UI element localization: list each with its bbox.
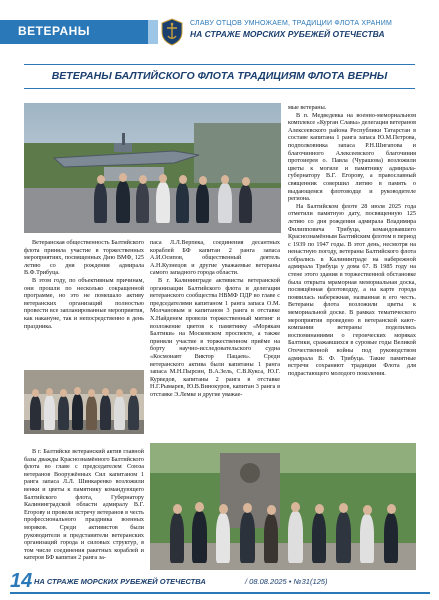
photo-veterans-group [24,370,144,434]
motto-main: НА СТРАЖЕ МОРСКИХ РУБЕЖЕЙ ОТЕЧЕСТВА [190,29,385,39]
paragraph: В г. Калининграде активисты ветеранской организации Балтийского флота и делегация ветеранского сообщества НВМФ ПДР во главе с председателями капитаном 1 ранга запаса О.М. Молчановым и капитаном 3 ранга в отставке Х.Найденем провели торжественный митинг и возложение цветов к памятнику «Морякам Балтики» на Московском проспекте, а также приняли участие в торжественном приёме на борту научно-исследовательского судна «Космонавт Виктор Пацаев». Среди ветеранского актива были капитаны 1 ранга запаса М.Н.Пырсин, В.А.Зель, С.В.Кукса, Ю.Г. Курведов, капитаны 2 ранга в отставке Н.Г.Рымарев, Ю.В.Винокуров, капитан 3 ранга в отставке Э.Лемке и другие уважае- [150,276,280,398]
footer-issue: / 08.08.2025 • №31(125) [245,577,328,586]
photo-memorial-veterans [150,443,416,570]
paragraph: мые ветераны. [288,104,327,111]
section-label [0,20,148,44]
paragraph: В г. Балтийске ветеранский актив главной базы дважды Краснознамённого Балтийского флота во главе с председателем Союза ветеранов Вооружённых Сил капитаном 1 ранга запаса Л.Л. Шинкаренко возложили венки и цветы к памятнику командующего Балтийского флота, Губернатору Калининградской области адмиралу В.Г. Егорову и провели встречу ветеранов в честь профессионального праздника военных моряков. Среди активистов были руководители и представители ветеранских организаций города и силовых структур, в том числе соединения ракетных кораблей и катеров БФ капитан 2 ранга за- [24,448,144,562]
footer-title: НА СТРАЖЕ МОРСКИХ РУБЕЖЕЙ ОТЕЧЕСТВА [34,577,206,586]
section-title: ВЕТЕРАНЫ [18,24,91,38]
footer-rule [10,592,430,594]
paragraph: В этом году, по объективным причинам, они прошли по несколько сокращенной программе, но это не помешало активу ветеранских организаций полностью провести все запланированные мероприятия, как накануне, так и непосредственно в день праздника. [24,276,144,330]
section-tab-tail [148,20,158,44]
paragraph: В п. Медведевка на военно-мемориальном комплексе «Курган Славы» делегация ветеранов Алексеевского района Республики Татарстан в составе капитана 1 ранга запаса Ю.М.Петрова, подполковника запаса Р.Н.Шигапова и благочинного Алексеевского благочиния протоиерея о. Павла (Чурашова) возложили цветы к могиле и памятнику адмирала-губернатору В.Г. Егорову, а православный священник совершил литию в память о выдающемся флотоводце и руководителе региона. [288,111,416,203]
navy-emblem-icon [160,18,184,46]
photo-memorial-image [150,443,416,570]
article-title: ВЕТЕРАНЫ БАЛТИЙСКОГО ФЛОТА ТРАДИЦИЯМ ФЛОТА ВЕРНЫ [51,70,388,82]
photo-monument-ceremony [24,103,281,233]
motto-top: СЛАВУ ОТЦОВ УМНОЖАЕМ, ТРАДИЦИИ ФЛОТА ХРАНИМ [190,20,393,27]
page-number: 14 [10,570,33,592]
title-rule-top [24,64,415,65]
paragraph: Ветеранская общественность Балтийского флота приняла участие в торжественных мероприятиях, посвященных Дню ВМФ, 125 летию со дня рождения адмирала В.Ф.Трибуца. [24,239,144,277]
paragraph: паса Л.Л.Верпека, соединения десантных кораблей БФ капитан 2 ранга запаса А.И.Осипов, общественный деятель А.Н.Кузнецов и другие уважаемые ветераны самого западного города области. [150,239,280,277]
title-rule-bottom [24,88,415,89]
page-footer [0,572,439,600]
page-header [0,0,439,52]
column-1-top [24,239,144,330]
column-2 [150,239,280,398]
column-3 [288,104,416,377]
header-mottos [190,20,435,39]
photo-group-image [24,370,144,434]
column-1-bottom [24,448,144,562]
paragraph: На Балтийском флоте 28 июля 2025 года отметили памятную дату, посвященную 125 летию со дня рождения адмирала Владимира Филипповича Трибуца, командовавшего Краснознамённым Балтийским флотом в период с 1939 по 1947 годы. В этот день, несмотря на ненастную погоду, ветераны Балтийского флота собрались в Калининграде на набережной адмирала Трибуца у дома 67. В 1985 году на стене этого здания в торжественной обстановке была открыта мраморная мемориальная доска, посвящённая флотоводцу, а на карте города появилась набережная, названная в его честь. Ветераны флота возложили цветы к мемориальной доске. В рамках тематического мероприятия проведено в ветеранской кают-компании ветераны поделились воспоминаниями о героических моряках Балтики, сражавшихся в суровые годы Великой Отечественной войны под руководством адмирала В. Ф. Трибуца. Такие памятные встречи сохраняют традиции Флота для подрастающего молодого поколения. [288,202,416,377]
